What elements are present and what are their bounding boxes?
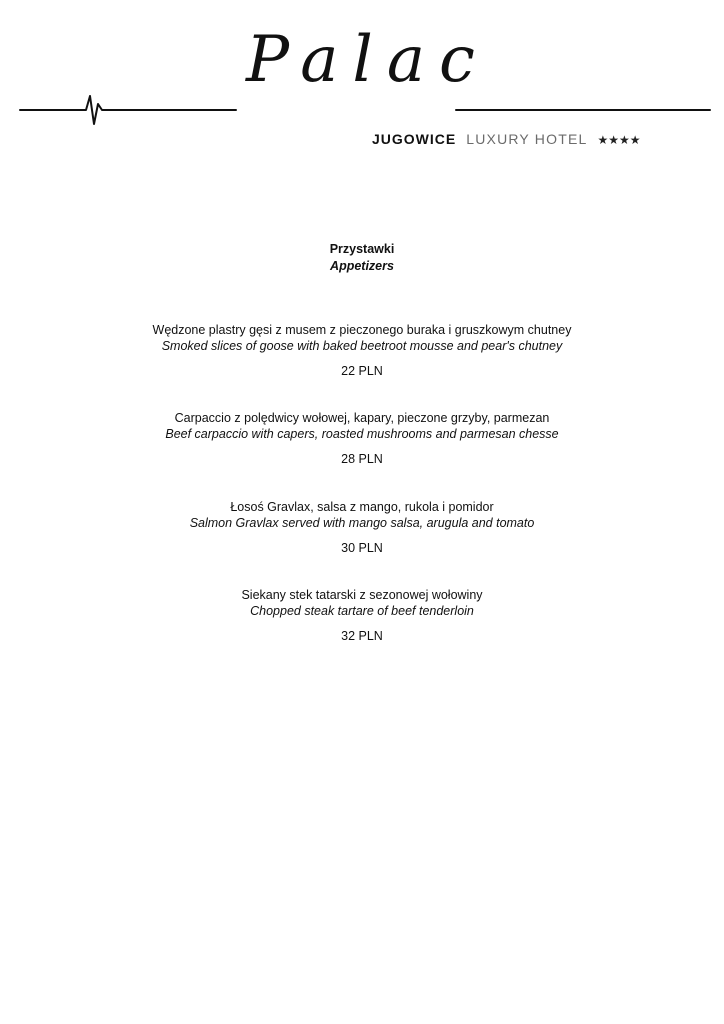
dish-price: 30 PLN [341, 541, 383, 555]
dish-name-english: Smoked slices of goose with baked beetroot mousse and pear's chutney [161, 339, 563, 353]
menu-item [0, 322, 724, 379]
section-title-polish: Przystawki [329, 242, 395, 256]
dish-name-polish: Wędzone plastry gęsi z musem z pieczonego buraka i gruszkowym chutney [152, 323, 572, 337]
dish-name-polish: Siekany stek tatarski z sezonowej wołowiny [241, 588, 483, 602]
rating-stars: ★★★★ [597, 133, 641, 147]
dish-name-polish: Łosoś Gravlax, salsa z mango, rukola i pomidor [230, 500, 494, 514]
brand-script-logo: Palac [246, 23, 489, 97]
section-title-english: Appetizers [330, 259, 394, 273]
brand-location: JUGOWICE [372, 131, 457, 147]
menu-item [0, 410, 724, 467]
brand-subtitle [372, 131, 641, 148]
hotel-header [0, 0, 724, 160]
dish-price: 22 PLN [341, 364, 383, 378]
dish-name-english: Salmon Gravlax served with mango salsa, arugula and tomato [189, 516, 535, 530]
menu-item [0, 499, 724, 556]
dish-price: 32 PLN [341, 629, 383, 643]
dish-name-english: Beef carpaccio with capers, roasted mushrooms and parmesan chesse [165, 427, 559, 441]
dish-price: 28 PLN [341, 452, 383, 466]
dish-name-polish: Carpaccio z polędwicy wołowej, kapary, pieczone grzyby, parmezan [174, 411, 550, 425]
brand-tagline: LUXURY HOTEL [466, 131, 588, 147]
dish-name-english: Chopped steak tartare of beef tenderloin [250, 604, 474, 618]
menu-item [0, 587, 724, 644]
